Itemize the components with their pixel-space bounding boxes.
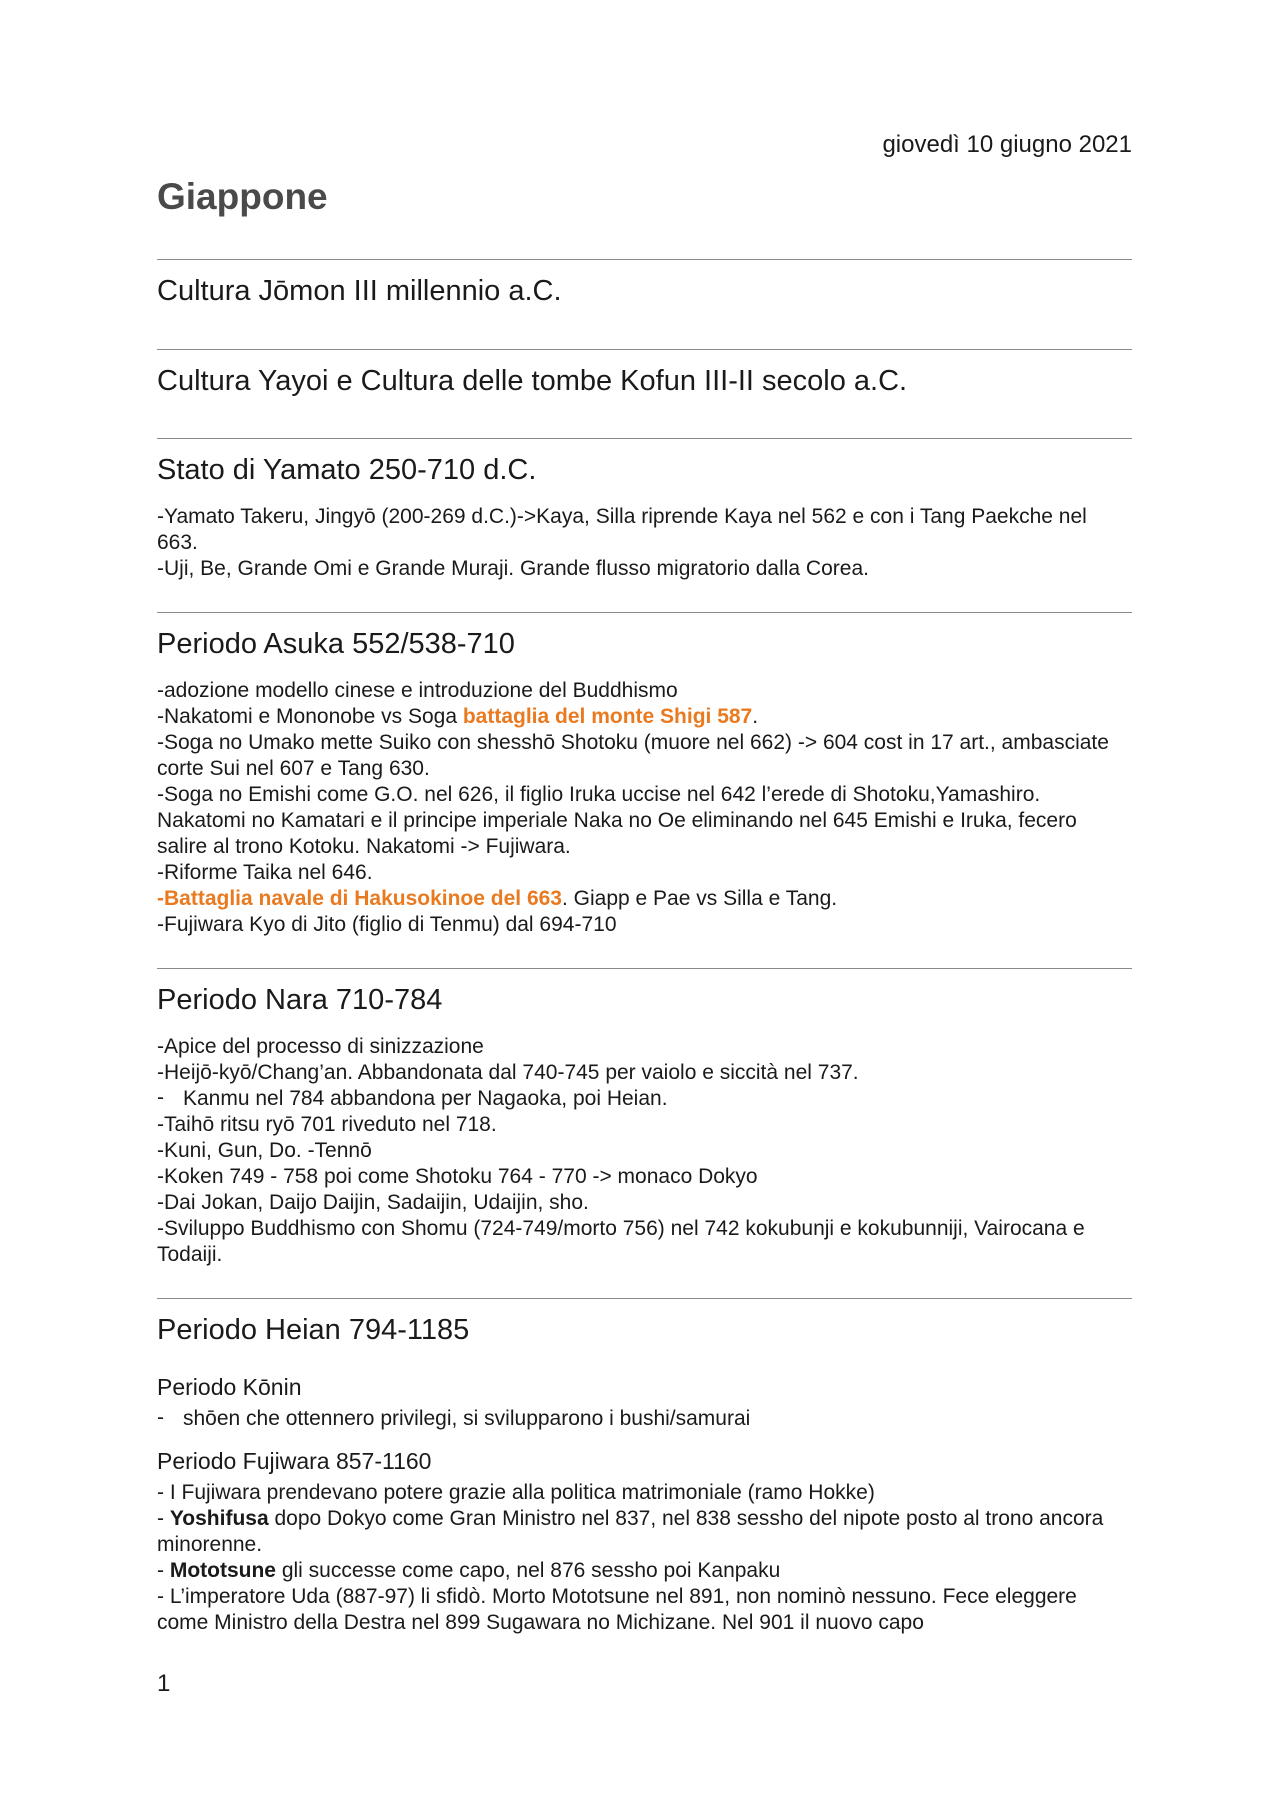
page-number: 1 — [157, 1670, 171, 1697]
paragraph: -Sviluppo Buddhismo con Shomu (724-749/morto 756) nel 742 kokubunji e kokubunniji, Vairocana e Todaiji. — [157, 1217, 1085, 1266]
section-asuka — [157, 612, 1132, 968]
document-date: giovedì 10 giugno 2021 — [882, 131, 1132, 158]
list-item: - shōen che ottennero privilegi, si svilupparono i bushi/samurai — [157, 1406, 1132, 1432]
text: dopo Dokyo come Gran Ministro nel 837, nel 838 sessho del nipote posto al trono ancora minorenne. — [157, 1507, 1104, 1556]
section-yamato — [157, 438, 1132, 612]
paragraph: -adozione modello cinese e introduzione del Buddhismo — [157, 679, 678, 702]
paragraph: - L’imperatore Uda (887-97) li sfidò. Morto Mototsune nel 891, non nominò nessuno. Fece eleggere come Ministro della Destra nel 899 Sugawara no Michizane. Nel 901 il nuovo capo — [157, 1585, 1077, 1634]
text: -Nakatomi e Mononobe vs Soga — [157, 705, 463, 728]
bold-name: Mototsune — [169, 1559, 276, 1582]
paragraph: -Kuni, Gun, Do. -Tennō — [157, 1139, 372, 1162]
paragraph — [157, 1506, 1132, 1558]
text: . Giapp e Pae vs Silla e Tang. — [561, 887, 838, 910]
section-nara — [157, 968, 1132, 1298]
paragraph: -Koken 749 - 758 poi come Shotoku 764 - 770 -> monaco Dokyo — [157, 1165, 758, 1188]
document-title: Giappone — [157, 176, 328, 217]
highlighted-text: battaglia del monte Shigi 587 — [462, 705, 753, 728]
subsection-title: Periodo Kōnin — [157, 1374, 302, 1400]
paragraph: -Apice del processo di sinizzazione — [157, 1035, 484, 1058]
paragraph: - I Fujiwara prendevano potere grazie alla politica matrimoniale (ramo Hokke) — [157, 1481, 875, 1504]
paragraph: -Dai Jokan, Daijo Daijin, Sadaijin, Udaijin, sho. — [157, 1191, 589, 1214]
paragraph — [157, 1558, 1132, 1584]
text: gli successe come capo, nel 876 sessho poi Kanpaku — [275, 1559, 781, 1582]
section-yayoi — [157, 349, 1132, 438]
paragraph: -Yamato Takeru, Jingyō (200-269 d.C.)->Kaya, Silla riprende Kaya nel 562 e con i Tang Paekche nel 663. — [157, 505, 1087, 554]
section-body — [157, 504, 1132, 612]
paragraph: -Taihō ritsu ryō 701 riveduto nel 718. — [157, 1113, 497, 1136]
section-title: Cultura Jōmon III millennio a.C. — [157, 275, 562, 307]
section-title: Stato di Yamato 250-710 d.C. — [157, 454, 537, 486]
document-content — [157, 259, 1132, 1666]
paragraph: -Uji, Be, Grande Omi e Grande Muraji. Grande flusso migratorio dalla Corea. — [157, 557, 869, 580]
paragraph: -Soga no Umako mette Suiko con shesshō Shotoku (muore nel 662) -> 604 cost in 17 art., ambasciate corte Sui nel 607 e Tang 630. — [157, 731, 1109, 780]
paragraph — [157, 704, 1132, 730]
text: - — [157, 1507, 170, 1530]
paragraph: -Soga no Emishi come G.O. nel 626, il figlio Iruka uccise nel 642 l’erede di Shotoku,Yamashiro. Nakatomi no Kamatari e il principe imperiale Naka no Oe eliminando nel 645 Emishi e Iruka, fecero salire al trono Kotoku. Nakatomi -> Fujiwara. — [157, 783, 1077, 858]
paragraph: -Riforme Taika nel 646. — [157, 861, 373, 884]
section-heian — [157, 1298, 1132, 1666]
section-title: Cultura Yayoi e Cultura delle tombe Kofun III-II secolo a.C. — [157, 365, 908, 397]
section-title: Periodo Heian 794-1185 — [157, 1314, 470, 1346]
paragraph: -Heijō-kyō/Chang’an. Abbandonata dal 740-745 per vaiolo e siccità nel 737. — [157, 1061, 859, 1084]
section-title: Periodo Nara 710-784 — [157, 984, 443, 1016]
bold-name: Yoshifusa — [169, 1507, 269, 1530]
section-body — [157, 1034, 1132, 1298]
text: - — [157, 1559, 170, 1582]
list-item: - Kanmu nel 784 abbandona per Nagaoka, poi Heian. — [157, 1086, 1132, 1112]
section-body — [157, 678, 1132, 968]
paragraph: -Fujiwara Kyo di Jito (figlio di Tenmu) dal 694-710 — [157, 913, 617, 936]
subsection-title: Periodo Fujiwara 857-1160 — [157, 1448, 432, 1474]
section-title: Periodo Asuka 552/538-710 — [157, 628, 515, 660]
section-jomon — [157, 259, 1132, 349]
section-body — [157, 1372, 1132, 1666]
paragraph — [157, 886, 1132, 912]
text: . — [752, 705, 759, 728]
highlighted-text: -Battaglia navale di Hakusokinoe del 663 — [157, 887, 562, 910]
